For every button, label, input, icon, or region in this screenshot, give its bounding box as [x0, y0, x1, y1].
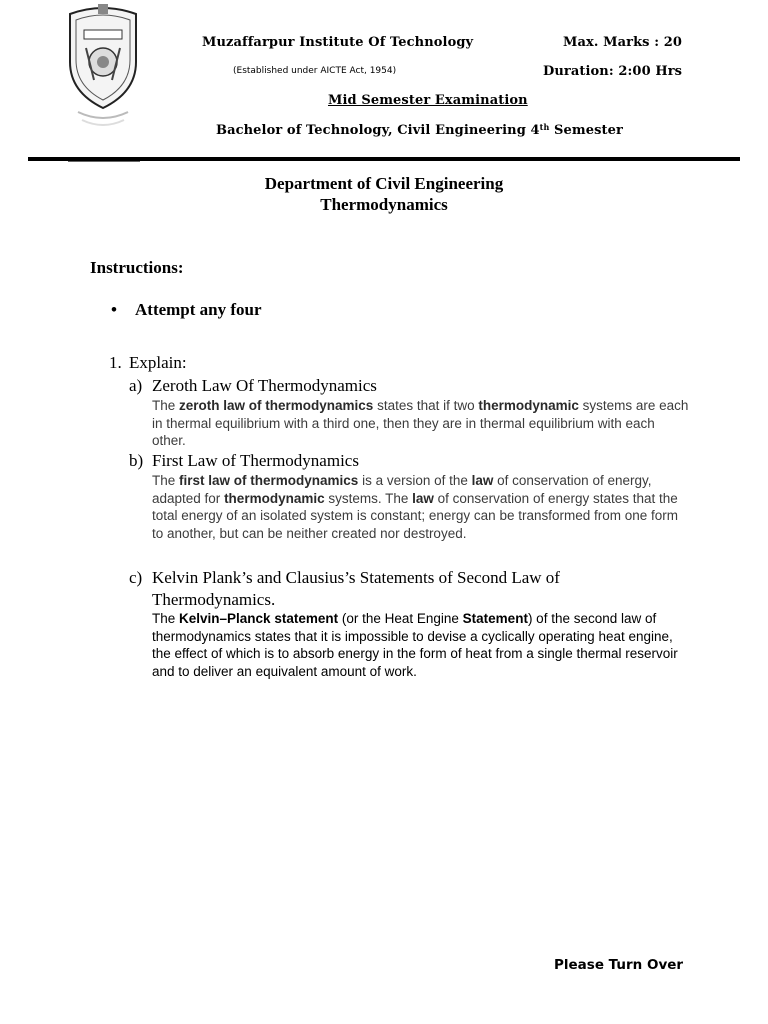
- instruction-item: [111, 300, 262, 320]
- course-suffix: Semester: [549, 123, 623, 138]
- course-superscript: th: [539, 122, 550, 132]
- course-line: [216, 122, 623, 138]
- exam-title: Mid Semester Examination: [328, 93, 528, 108]
- question-number: 1.: [109, 353, 122, 372]
- part-a-letter: a): [129, 376, 143, 395]
- institute-name: Muzaffarpur Institute Of Technology: [202, 35, 474, 50]
- part-c-title-line1: Kelvin Plank’s and Clausius’s Statements of Second Law of: [152, 568, 560, 587]
- instruction-text: Attempt any four: [135, 300, 262, 319]
- question-heading: [109, 353, 187, 373]
- part-a-title: Zeroth Law Of Thermodynamics: [152, 376, 377, 395]
- part-c-answer: The Kelvin–Planck statement (or the Heat Engine Statement) of the second law of thermodynamics states that it is impossible to devise a cyclically operating heat engine, the effect of which is to absorb energy in the form of heat from a single thermal reservoir and to deliver an equivalent amount of work.: [152, 611, 678, 679]
- part-b-title: First Law of Thermodynamics: [152, 451, 359, 470]
- department-title: Department of Civil Engineering: [264, 174, 504, 193]
- part-b-heading: [129, 451, 359, 471]
- part-c-letter: c): [129, 568, 143, 587]
- instructions-heading: Instructions:: [90, 258, 184, 277]
- duration: Duration: 2:00 Hrs: [543, 64, 683, 79]
- question-label: Explain:: [129, 353, 187, 372]
- please-turn-over: Please Turn Over: [554, 957, 684, 973]
- course-prefix: Bachelor of Technology, Civil Engineering 4: [216, 123, 540, 138]
- header-divider-accent: [68, 161, 140, 162]
- part-b-answer: The first law of thermodynamics is a version of the law of conservation of energy, adapted for thermodynamic systems. The law of conservation of energy states that the total energy of an isolated system is constant; energy can be transformed from one form to another, but can be neither created nor destroyed.: [152, 473, 679, 541]
- part-a-answer: The zeroth law of thermodynamics states that if two thermodynamic systems are each in thermal equilibrium with a third one, then they are in thermal equilibrium with each other.: [152, 398, 689, 448]
- part-c-title-line2: Thermodynamics.: [152, 590, 276, 609]
- bullet-icon: •: [111, 300, 117, 319]
- part-a-heading: [129, 376, 377, 396]
- institute-crest-icon: [64, 0, 142, 132]
- established-note: (Established under AICTE Act, 1954): [233, 66, 397, 76]
- max-marks: Max. Marks : 20: [563, 35, 683, 50]
- part-b-letter: b): [129, 451, 144, 470]
- subject-title: Thermodynamics: [320, 195, 448, 214]
- part-c-heading: [129, 567, 560, 611]
